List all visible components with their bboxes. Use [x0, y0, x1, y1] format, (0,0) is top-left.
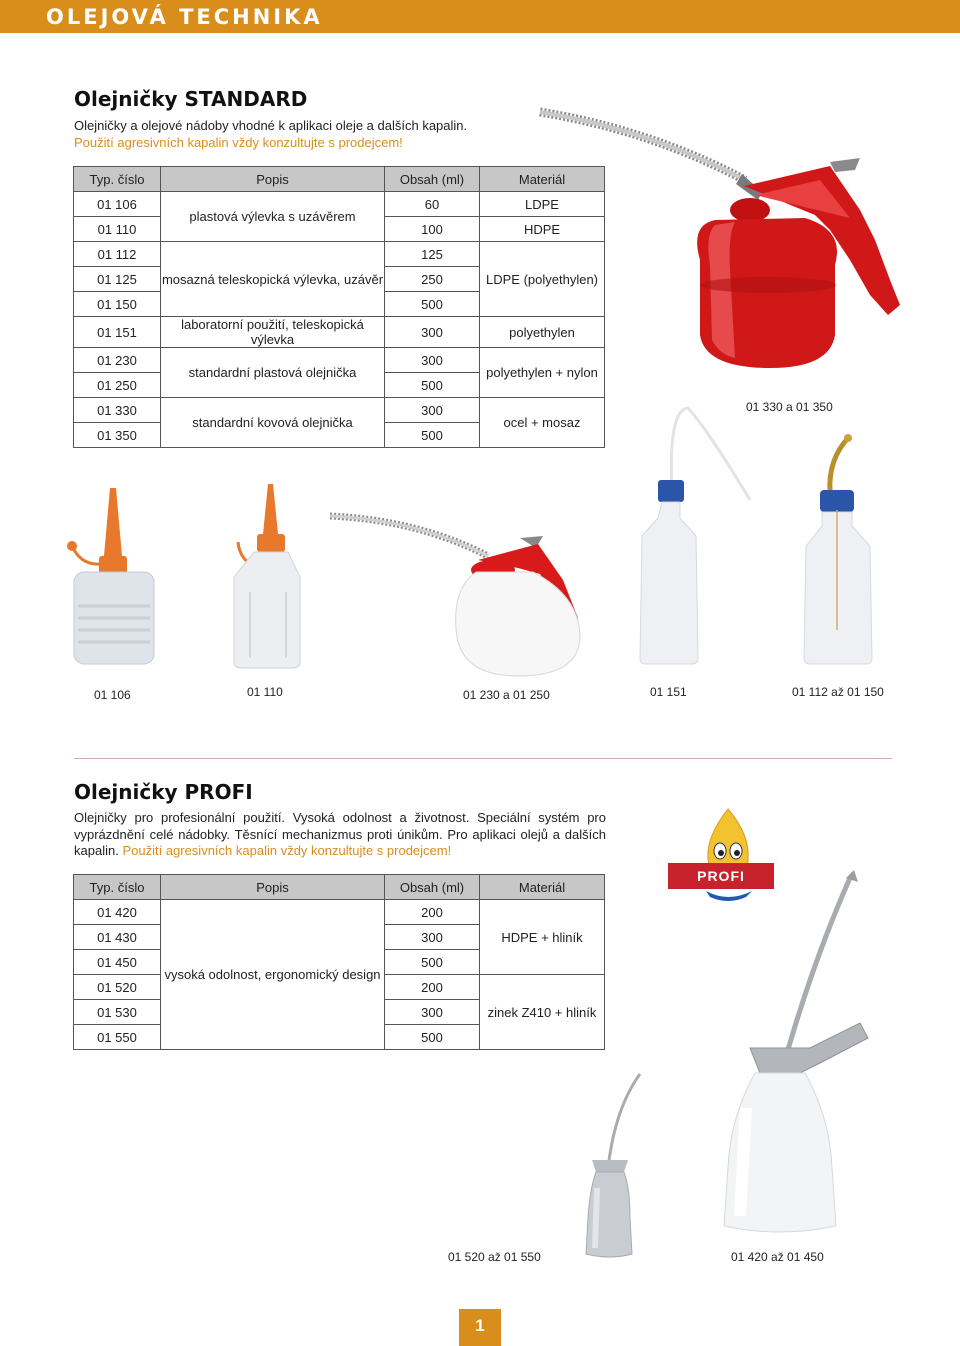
type-number-cell: 01 110 [74, 217, 161, 242]
warning-text: Použití agresivních kapalin vždy konzultujte s prodejcem! [74, 134, 403, 150]
type-number-cell: 01 520 [74, 975, 161, 1000]
red-metal-oil-can-image [530, 100, 910, 380]
profi-badge-label: PROFI [668, 863, 774, 889]
type-number-cell: 01 230 [74, 348, 161, 373]
content-cell: 500 [385, 1025, 480, 1050]
content-cell: 500 [385, 423, 480, 448]
caption-01112: 01 112 až 01 150 [792, 685, 884, 699]
material-cell: polyethylen + nylon [480, 348, 605, 398]
material-cell: LDPE [480, 192, 605, 217]
content-cell: 300 [385, 398, 480, 423]
description-cell: mosazná teleskopická výlevka, uzávěr [161, 242, 385, 317]
zinc-oiler-01520-image [570, 1068, 650, 1260]
type-number-cell: 01 550 [74, 1025, 161, 1050]
content-cell: 500 [385, 950, 480, 975]
content-cell: 100 [385, 217, 480, 242]
type-number-cell: 01 112 [74, 242, 161, 267]
type-number-cell: 01 430 [74, 925, 161, 950]
content-cell: 60 [385, 192, 480, 217]
material-cell: ocel + mosaz [480, 398, 605, 448]
section-divider [74, 758, 892, 759]
header-cell: Popis [161, 167, 385, 192]
table-row [74, 317, 605, 348]
content-cell: 300 [385, 1000, 480, 1025]
table-header-row [74, 167, 605, 192]
material-cell: polyethylen [480, 317, 605, 348]
table-row [74, 398, 605, 423]
warning-text: Použití agresivních kapalin vždy konzultujte s prodejcem! [122, 843, 452, 858]
bottle-01110-image [230, 482, 310, 672]
header-cell: Materiál [480, 875, 605, 900]
caption-01151: 01 151 [650, 685, 687, 699]
type-number-cell: 01 151 [74, 317, 161, 348]
description-line: Olejničky a olejové nádoby vhodné k aplikaci oleje a dalších kapalin. [74, 118, 468, 133]
header-title: OLEJOVÁ TECHNIKA [46, 5, 323, 29]
description-cell: standardní plastová olejnička [161, 348, 385, 398]
content-cell: 125 [385, 242, 480, 267]
hdpe-oiler-01420-image [700, 848, 880, 1238]
caption-01106: 01 106 [94, 688, 131, 702]
type-number-cell: 01 350 [74, 423, 161, 448]
type-number-cell: 01 330 [74, 398, 161, 423]
brass-bottle-01112-image [800, 430, 880, 668]
content-cell: 500 [385, 292, 480, 317]
description-cell: standardní kovová olejnička [161, 398, 385, 448]
header-cell: Typ. číslo [74, 167, 161, 192]
content-cell: 300 [385, 925, 480, 950]
material-cell: HDPE [480, 217, 605, 242]
caption-01520: 01 520 až 01 550 [448, 1250, 541, 1264]
content-cell: 200 [385, 975, 480, 1000]
description-cell: plastová výlevka s uzávěrem [161, 192, 385, 242]
material-cell: HDPE + hliník [480, 900, 605, 975]
header-cell: Typ. číslo [74, 875, 161, 900]
content-cell: 500 [385, 373, 480, 398]
type-number-cell: 01 125 [74, 267, 161, 292]
bottle-01106-image [66, 486, 162, 666]
type-number-cell: 01 150 [74, 292, 161, 317]
caption-01420: 01 420 až 01 450 [731, 1250, 824, 1264]
standard-spec-table [73, 166, 605, 448]
section-standard-title: Olejničky STANDARD [74, 87, 308, 111]
type-number-cell: 01 530 [74, 1000, 161, 1025]
lab-bottle-01151-image [638, 400, 758, 668]
page-number: 1 [475, 1316, 485, 1335]
section-standard-description [74, 118, 467, 151]
caption-red-can: 01 330 a 01 350 [746, 400, 833, 414]
type-number-cell: 01 106 [74, 192, 161, 217]
description-cell: vysoká odolnost, ergonomický design [161, 900, 385, 1050]
page-number-box [459, 1309, 501, 1346]
header-cell: Materiál [480, 167, 605, 192]
section-profi-title: Olejničky PROFI [74, 780, 253, 804]
material-cell: zinek Z410 + hliník [480, 975, 605, 1050]
type-number-cell: 01 420 [74, 900, 161, 925]
header-bar [0, 0, 960, 33]
content-cell: 250 [385, 267, 480, 292]
header-cell: Obsah (ml) [385, 167, 480, 192]
profi-spec-table [73, 874, 605, 1050]
caption-01230: 01 230 a 01 250 [463, 688, 550, 702]
content-cell: 200 [385, 900, 480, 925]
plastic-oiler-01230-image [328, 508, 588, 678]
description-text: Olejničky pro profesionální použití. Vysoká odolnost a životnost. Speciální systém pro vyprázdnění celé nádobky. Těsnící mechanizmus proti únikům. Pro aplikaci olejů a dalších kapalin. [74, 810, 606, 858]
type-number-cell: 01 450 [74, 950, 161, 975]
caption-01110: 01 110 [247, 685, 283, 699]
table-row [74, 348, 605, 373]
table-row [74, 242, 605, 267]
type-number-cell: 01 250 [74, 373, 161, 398]
content-cell: 300 [385, 317, 480, 348]
table-header-row [74, 875, 605, 900]
section-profi-description [74, 810, 606, 860]
material-cell: LDPE (polyethylen) [480, 242, 605, 317]
description-cell: laboratorní použití, teleskopická výlevka [161, 317, 385, 348]
table-row [74, 900, 605, 925]
header-cell: Popis [161, 875, 385, 900]
header-cell: Obsah (ml) [385, 875, 480, 900]
table-row [74, 192, 605, 217]
content-cell: 300 [385, 348, 480, 373]
